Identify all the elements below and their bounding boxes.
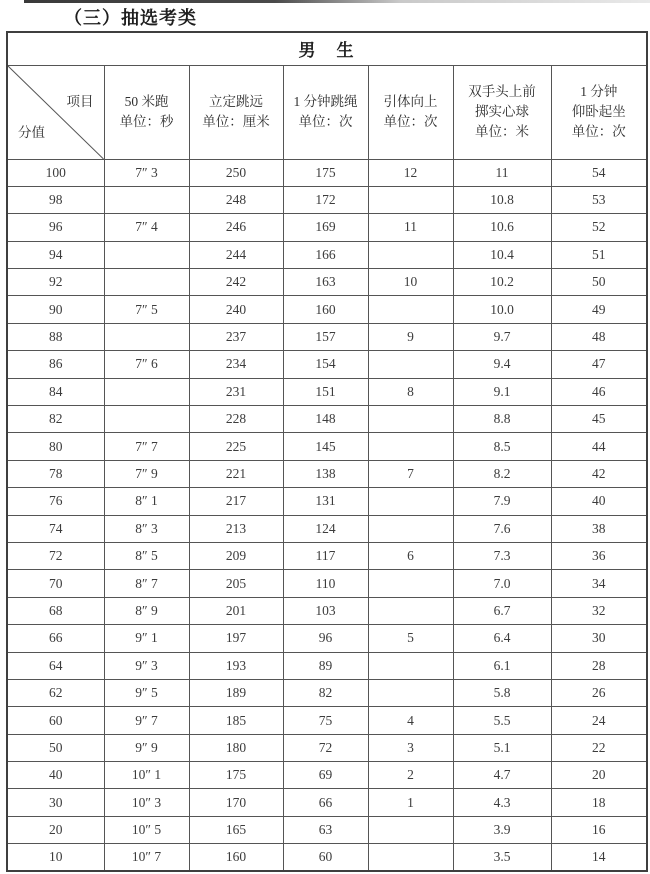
value-cell-standing-jump: 237 [189,323,283,350]
value-cell-sit-ups: 47 [551,351,647,378]
gender-header-row [7,32,647,65]
value-cell-medicine-ball: 10.0 [453,296,551,323]
value-cell-50m-run: 9″ 5 [104,679,189,706]
value-cell-standing-jump: 160 [189,844,283,871]
header-line: 双手头上前 [468,84,536,99]
value-cell-rope-skipping: 69 [283,762,368,789]
value-cell-medicine-ball: 5.1 [453,734,551,761]
value-cell-sit-ups: 24 [551,707,647,734]
value-cell-standing-jump: 246 [189,214,283,241]
score-cell: 88 [7,323,104,350]
header-line: 引体向上 [383,94,438,109]
value-cell-50m-run: 10″ 3 [104,789,189,816]
value-cell-pull-ups: 7 [368,460,453,487]
value-cell-50m-run: 8″ 1 [104,488,189,515]
value-cell-standing-jump: 228 [189,406,283,433]
value-cell-rope-skipping: 96 [283,625,368,652]
table-row [7,625,647,652]
value-cell-standing-jump: 201 [189,597,283,624]
value-cell-pull-ups [368,186,453,213]
value-cell-pull-ups: 1 [368,789,453,816]
value-cell-pull-ups: 11 [368,214,453,241]
value-cell-rope-skipping: 163 [283,269,368,296]
header-line: 单位：次 [298,114,353,129]
value-cell-pull-ups [368,570,453,597]
header-line: 单位：米 [475,124,529,139]
value-cell-medicine-ball: 7.9 [453,488,551,515]
value-cell-sit-ups: 51 [551,241,647,268]
value-cell-medicine-ball: 3.5 [453,844,551,871]
value-cell-50m-run: 10″ 5 [104,816,189,843]
value-cell-rope-skipping: 75 [283,707,368,734]
header-line: 仰卧起坐 [571,104,626,119]
score-cell: 90 [7,296,104,323]
value-cell-rope-skipping: 145 [283,433,368,460]
corner-cell [7,65,104,159]
score-cell: 72 [7,542,104,569]
column-header-50m-run [104,65,189,159]
value-cell-50m-run: 8″ 9 [104,597,189,624]
value-cell-sit-ups: 45 [551,406,647,433]
table-row [7,707,647,734]
value-cell-medicine-ball: 8.8 [453,406,551,433]
value-cell-standing-jump: 213 [189,515,283,542]
value-cell-sit-ups: 22 [551,734,647,761]
value-cell-standing-jump: 250 [189,159,283,186]
table-row [7,515,647,542]
header-line: 立定跳远 [209,94,263,109]
value-cell-sit-ups: 44 [551,433,647,460]
value-cell-rope-skipping: 89 [283,652,368,679]
table-row [7,597,647,624]
value-cell-medicine-ball: 7.3 [453,542,551,569]
table-row [7,570,647,597]
score-table-body [7,159,647,871]
value-cell-medicine-ball: 11 [453,159,551,186]
value-cell-pull-ups: 12 [368,159,453,186]
value-cell-standing-jump: 242 [189,269,283,296]
value-cell-rope-skipping: 110 [283,570,368,597]
value-cell-50m-run: 10″ 7 [104,844,189,871]
value-cell-pull-ups [368,296,453,323]
header-line: 1 分钟 [580,84,618,99]
value-cell-pull-ups: 10 [368,269,453,296]
value-cell-standing-jump: 231 [189,378,283,405]
table-row [7,186,647,213]
value-cell-rope-skipping: 160 [283,296,368,323]
table-row [7,378,647,405]
value-cell-standing-jump: 248 [189,186,283,213]
value-cell-medicine-ball: 9.4 [453,351,551,378]
score-cell: 74 [7,515,104,542]
table-row [7,542,647,569]
value-cell-standing-jump: 165 [189,816,283,843]
table-row [7,488,647,515]
table-row [7,844,647,871]
value-cell-medicine-ball: 4.3 [453,789,551,816]
value-cell-medicine-ball: 4.7 [453,762,551,789]
value-cell-sit-ups: 42 [551,460,647,487]
value-cell-sit-ups: 32 [551,597,647,624]
table-row [7,159,647,186]
value-cell-standing-jump: 193 [189,652,283,679]
value-cell-50m-run: 7″ 9 [104,460,189,487]
score-cell: 66 [7,625,104,652]
value-cell-50m-run: 7″ 7 [104,433,189,460]
score-cell: 86 [7,351,104,378]
value-cell-pull-ups [368,844,453,871]
value-cell-50m-run: 9″ 9 [104,734,189,761]
value-cell-standing-jump: 185 [189,707,283,734]
scan-artifact-bar [24,0,650,3]
table-row [7,433,647,460]
value-cell-sit-ups: 30 [551,625,647,652]
score-cell: 82 [7,406,104,433]
header-line: 单位：厘米 [202,114,270,129]
value-cell-rope-skipping: 148 [283,406,368,433]
value-cell-pull-ups [368,597,453,624]
column-header-sit-ups [551,65,647,159]
value-cell-sit-ups: 48 [551,323,647,350]
column-header-standing-jump [189,65,283,159]
table-row [7,652,647,679]
value-cell-sit-ups: 18 [551,789,647,816]
value-cell-pull-ups [368,241,453,268]
score-cell: 76 [7,488,104,515]
value-cell-standing-jump: 209 [189,542,283,569]
value-cell-standing-jump: 221 [189,460,283,487]
value-cell-50m-run: 9″ 1 [104,625,189,652]
value-cell-pull-ups: 5 [368,625,453,652]
value-cell-rope-skipping: 138 [283,460,368,487]
value-cell-pull-ups [368,406,453,433]
header-line: 掷实心球 [475,104,529,119]
header-line: 50 米跑 [124,94,169,109]
score-cell: 68 [7,597,104,624]
value-cell-medicine-ball: 6.4 [453,625,551,652]
value-cell-standing-jump: 244 [189,241,283,268]
value-cell-rope-skipping: 60 [283,844,368,871]
value-cell-rope-skipping: 166 [283,241,368,268]
table-row [7,241,647,268]
value-cell-50m-run [104,186,189,213]
score-cell: 20 [7,816,104,843]
value-cell-sit-ups: 38 [551,515,647,542]
value-cell-sit-ups: 16 [551,816,647,843]
score-cell: 40 [7,762,104,789]
header-line: 单位：秒 [119,114,174,129]
score-cell: 64 [7,652,104,679]
value-cell-standing-jump: 175 [189,762,283,789]
value-cell-sit-ups: 49 [551,296,647,323]
value-cell-rope-skipping: 169 [283,214,368,241]
value-cell-standing-jump: 197 [189,625,283,652]
table-row [7,816,647,843]
value-cell-standing-jump: 240 [189,296,283,323]
value-cell-sit-ups: 40 [551,488,647,515]
score-cell: 94 [7,241,104,268]
value-cell-medicine-ball: 6.7 [453,597,551,624]
corner-label-item: 项目 [66,93,94,109]
value-cell-sit-ups: 46 [551,378,647,405]
value-cell-medicine-ball: 8.5 [453,433,551,460]
value-cell-rope-skipping: 117 [283,542,368,569]
value-cell-rope-skipping: 131 [283,488,368,515]
value-cell-sit-ups: 53 [551,186,647,213]
value-cell-sit-ups: 54 [551,159,647,186]
value-cell-medicine-ball: 9.1 [453,378,551,405]
value-cell-standing-jump: 217 [189,488,283,515]
value-cell-pull-ups: 3 [368,734,453,761]
score-cell: 60 [7,707,104,734]
column-header-medicine-ball [453,65,551,159]
value-cell-50m-run: 9″ 7 [104,707,189,734]
value-cell-sit-ups: 50 [551,269,647,296]
gender-header: 男 生 [7,32,647,65]
header-line: 单位：次 [383,114,438,129]
value-cell-standing-jump: 170 [189,789,283,816]
score-cell: 98 [7,186,104,213]
table-row [7,296,647,323]
value-cell-50m-run: 7″ 5 [104,296,189,323]
value-cell-medicine-ball: 10.8 [453,186,551,213]
value-cell-pull-ups: 4 [368,707,453,734]
table-row [7,734,647,761]
score-cell: 80 [7,433,104,460]
value-cell-50m-run [104,378,189,405]
column-header-rope-skipping [283,65,368,159]
value-cell-standing-jump: 205 [189,570,283,597]
value-cell-50m-run: 8″ 5 [104,542,189,569]
value-cell-rope-skipping: 175 [283,159,368,186]
score-table [6,31,648,872]
value-cell-sit-ups: 52 [551,214,647,241]
table-row [7,406,647,433]
value-cell-standing-jump: 180 [189,734,283,761]
table-row [7,679,647,706]
value-cell-medicine-ball: 7.0 [453,570,551,597]
header-line: 1 分钟跳绳 [293,94,358,109]
value-cell-medicine-ball: 5.5 [453,707,551,734]
value-cell-medicine-ball: 10.2 [453,269,551,296]
table-row [7,351,647,378]
value-cell-pull-ups [368,652,453,679]
column-header-pull-ups [368,65,453,159]
score-cell: 62 [7,679,104,706]
value-cell-50m-run: 8″ 3 [104,515,189,542]
value-cell-medicine-ball: 10.4 [453,241,551,268]
value-cell-rope-skipping: 124 [283,515,368,542]
score-cell: 92 [7,269,104,296]
value-cell-pull-ups [368,488,453,515]
table-row [7,214,647,241]
value-cell-rope-skipping: 66 [283,789,368,816]
value-cell-medicine-ball: 5.8 [453,679,551,706]
value-cell-rope-skipping: 103 [283,597,368,624]
value-cell-50m-run: 7″ 6 [104,351,189,378]
value-cell-50m-run: 7″ 3 [104,159,189,186]
value-cell-medicine-ball: 10.6 [453,214,551,241]
value-cell-50m-run [104,406,189,433]
value-cell-50m-run: 10″ 1 [104,762,189,789]
value-cell-rope-skipping: 154 [283,351,368,378]
value-cell-sit-ups: 14 [551,844,647,871]
score-cell: 96 [7,214,104,241]
value-cell-rope-skipping: 82 [283,679,368,706]
value-cell-pull-ups: 6 [368,542,453,569]
value-cell-pull-ups [368,679,453,706]
value-cell-medicine-ball: 6.1 [453,652,551,679]
value-cell-sit-ups: 36 [551,542,647,569]
value-cell-50m-run [104,241,189,268]
score-cell: 100 [7,159,104,186]
table-row [7,789,647,816]
value-cell-50m-run [104,269,189,296]
value-cell-pull-ups: 8 [368,378,453,405]
value-cell-50m-run: 8″ 7 [104,570,189,597]
value-cell-pull-ups [368,433,453,460]
score-cell: 30 [7,789,104,816]
value-cell-pull-ups [368,816,453,843]
value-cell-rope-skipping: 72 [283,734,368,761]
value-cell-50m-run [104,323,189,350]
value-cell-standing-jump: 234 [189,351,283,378]
value-cell-medicine-ball: 3.9 [453,816,551,843]
table-row [7,269,647,296]
score-cell: 78 [7,460,104,487]
value-cell-pull-ups [368,515,453,542]
value-cell-sit-ups: 28 [551,652,647,679]
table-row [7,762,647,789]
score-cell: 84 [7,378,104,405]
score-cell: 10 [7,844,104,871]
value-cell-rope-skipping: 151 [283,378,368,405]
value-cell-sit-ups: 34 [551,570,647,597]
value-cell-50m-run: 7″ 4 [104,214,189,241]
value-cell-standing-jump: 189 [189,679,283,706]
value-cell-rope-skipping: 157 [283,323,368,350]
corner-label-score: 分值 [18,124,45,140]
section-title: （三）抽选考类 [64,8,197,28]
value-cell-rope-skipping: 172 [283,186,368,213]
table-row [7,323,647,350]
value-cell-medicine-ball: 7.6 [453,515,551,542]
value-cell-pull-ups [368,351,453,378]
value-cell-medicine-ball: 8.2 [453,460,551,487]
header-line: 单位：次 [571,124,626,139]
score-cell: 70 [7,570,104,597]
value-cell-sit-ups: 26 [551,679,647,706]
diagonal-divider-line [8,66,104,159]
value-cell-rope-skipping: 63 [283,816,368,843]
value-cell-sit-ups: 20 [551,762,647,789]
table-row [7,460,647,487]
value-cell-standing-jump: 225 [189,433,283,460]
value-cell-medicine-ball: 9.7 [453,323,551,350]
value-cell-pull-ups: 2 [368,762,453,789]
value-cell-50m-run: 9″ 3 [104,652,189,679]
score-cell: 50 [7,734,104,761]
value-cell-pull-ups: 9 [368,323,453,350]
column-header-row [7,65,647,159]
